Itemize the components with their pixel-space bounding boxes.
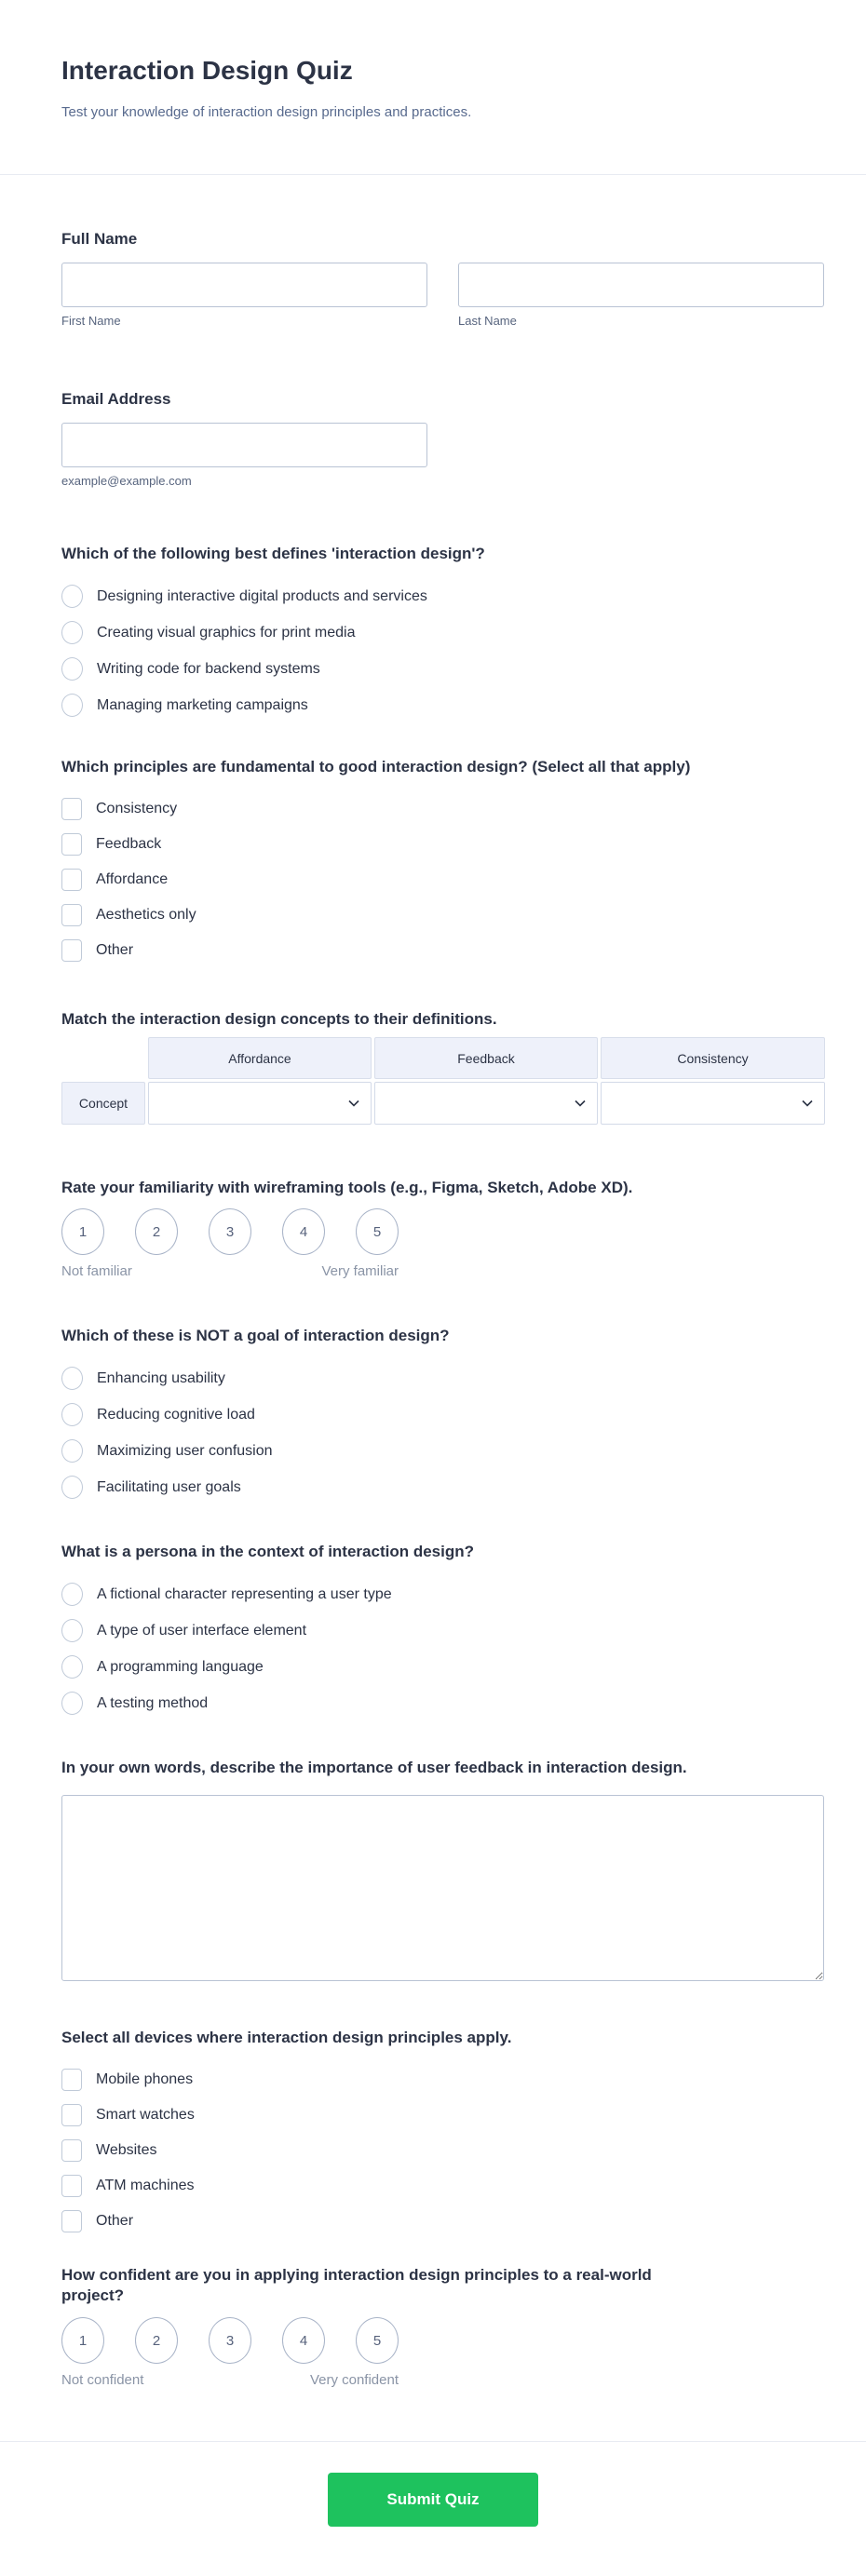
option-label: Maximizing user confusion [97, 1442, 273, 1459]
radio-icon [61, 1367, 83, 1390]
radio-option[interactable] [61, 585, 824, 608]
option-label: Affordance [96, 871, 169, 887]
checkbox-option[interactable] [61, 2104, 824, 2126]
option-label: A fictional character representing a user type [97, 1585, 392, 1602]
radio-icon [61, 1655, 83, 1679]
radio-option[interactable] [61, 1692, 824, 1715]
option-label: Facilitating user goals [97, 1478, 241, 1495]
checkbox-icon [61, 833, 82, 856]
question-label: Full Name [61, 230, 138, 248]
radio-option[interactable] [61, 1619, 824, 1642]
last-name-sublabel: Last Name [458, 314, 517, 328]
checkbox-option[interactable] [61, 2139, 824, 2162]
option-label: Mobile phones [96, 2071, 194, 2087]
matrix-column-header: Feedback [374, 1037, 598, 1079]
option-label: Feedback [96, 836, 162, 852]
page-subtitle: Test your knowledge of interaction design principles and practices. [61, 104, 472, 120]
chevron-down-icon [575, 1095, 586, 1112]
option-label: Consistency [96, 801, 178, 816]
option-label: A programming language [97, 1658, 264, 1675]
feedback-textarea[interactable] [61, 1795, 824, 1981]
question-not-goal [61, 1326, 824, 1499]
matrix-select-consistency[interactable] [601, 1082, 825, 1125]
matrix-column-header: Consistency [601, 1037, 825, 1079]
radio-icon [61, 1439, 83, 1463]
radio-option[interactable] [61, 657, 824, 681]
question-persona [61, 1542, 824, 1715]
checkbox-option[interactable] [61, 798, 824, 820]
option-label: Smart watches [96, 2107, 195, 2123]
page-title: Interaction Design Quiz [61, 56, 353, 85]
matrix-row-label: Concept [61, 1082, 145, 1125]
matrix-column-header: Affordance [148, 1037, 372, 1079]
scale-option-5[interactable]: 5 [356, 2317, 399, 2364]
form-header [0, 0, 866, 175]
scale-option-3[interactable]: 3 [209, 1208, 251, 1255]
question-label: How confident are you in applying interaction design principles to a real-world project? [61, 2266, 652, 2304]
question-full-name [61, 229, 824, 329]
option-label: Creating visual graphics for print media [97, 624, 356, 641]
scale-option-1[interactable]: 1 [61, 2317, 104, 2364]
question-label: Which of these is NOT a goal of interaction design? [61, 1327, 450, 1344]
option-label: Other [96, 2213, 134, 2229]
matrix-table [61, 1037, 824, 1125]
option-label: Aesthetics only [96, 907, 196, 923]
option-label: Enhancing usability [97, 1369, 225, 1386]
radio-option[interactable] [61, 1583, 824, 1606]
option-label: A testing method [97, 1694, 209, 1711]
option-label: Designing interactive digital products and services [97, 587, 427, 604]
option-label: ATM machines [96, 2178, 195, 2193]
matrix-select-feedback[interactable] [374, 1082, 598, 1125]
radio-option[interactable] [61, 1439, 824, 1463]
radio-option[interactable] [61, 1476, 824, 1499]
question-label: Email Address [61, 390, 171, 408]
question-match-concepts [61, 1009, 824, 1125]
radio-icon [61, 657, 83, 681]
chevron-down-icon [802, 1095, 813, 1112]
radio-icon [61, 1692, 83, 1715]
radio-icon [61, 694, 83, 717]
scale-option-3[interactable]: 3 [209, 2317, 251, 2364]
checkbox-option[interactable] [61, 904, 824, 926]
checkbox-icon [61, 2175, 82, 2197]
question-feedback-importance [61, 1758, 824, 1986]
question-wireframing-scale [61, 1178, 824, 1280]
checkbox-option[interactable] [61, 869, 824, 891]
question-label: What is a persona in the context of interaction design? [61, 1543, 474, 1560]
question-label: Match the interaction design concepts to their definitions. [61, 1010, 497, 1028]
question-label: Which principles are fundamental to good interaction design? (Select all that apply) [61, 758, 691, 775]
email-hint: example@example.com [61, 474, 192, 488]
radio-icon [61, 1403, 83, 1426]
first-name-sublabel: First Name [61, 314, 121, 328]
scale-left-label: Not familiar [61, 1263, 132, 1279]
radio-option[interactable] [61, 1655, 824, 1679]
scale-option-2[interactable]: 2 [135, 1208, 178, 1255]
option-label: Managing marketing campaigns [97, 696, 308, 713]
scale-right-label: Very confident [309, 2372, 399, 2388]
chevron-down-icon [348, 1095, 359, 1112]
last-name-input[interactable] [458, 263, 824, 307]
matrix-corner [61, 1037, 145, 1079]
question-label: Select all devices where interaction design principles apply. [61, 2029, 512, 2046]
first-name-input[interactable] [61, 263, 427, 307]
matrix-select-affordance[interactable] [148, 1082, 372, 1125]
radio-icon [61, 621, 83, 644]
checkbox-icon [61, 2139, 82, 2162]
radio-option[interactable] [61, 1367, 824, 1390]
question-define-interaction-design [61, 544, 824, 717]
checkbox-icon [61, 904, 82, 926]
scale-option-2[interactable]: 2 [135, 2317, 178, 2364]
form-footer [0, 2441, 866, 2574]
email-input[interactable] [61, 423, 427, 467]
scale-option-1[interactable]: 1 [61, 1208, 104, 1255]
checkbox-option[interactable] [61, 939, 824, 962]
scale-right-label: Very familiar [321, 1263, 399, 1279]
question-label: In your own words, describe the importance of user feedback in interaction design. [61, 1759, 687, 1776]
radio-icon [61, 585, 83, 608]
radio-option[interactable] [61, 694, 824, 717]
radio-icon [61, 1619, 83, 1642]
scale-option-5[interactable]: 5 [356, 1208, 399, 1255]
radio-option[interactable] [61, 621, 824, 644]
scale-option-4[interactable]: 4 [282, 1208, 325, 1255]
option-label: Reducing cognitive load [97, 1406, 255, 1423]
checkbox-icon [61, 2210, 82, 2232]
option-label: A type of user interface element [97, 1622, 307, 1639]
checkbox-icon [61, 2069, 82, 2091]
checkbox-icon [61, 798, 82, 820]
checkbox-icon [61, 939, 82, 962]
checkbox-option[interactable] [61, 2069, 824, 2091]
checkbox-icon [61, 869, 82, 891]
form-body [0, 175, 866, 2389]
scale-option-4[interactable]: 4 [282, 2317, 325, 2364]
radio-icon [61, 1476, 83, 1499]
submit-button[interactable]: Submit Quiz [328, 2473, 538, 2527]
option-label: Writing code for backend systems [97, 660, 320, 677]
question-devices [61, 2028, 824, 2232]
checkbox-icon [61, 2104, 82, 2126]
option-label: Other [96, 942, 134, 958]
question-label: Rate your familiarity with wireframing tools (e.g., Figma, Sketch, Adobe XD). [61, 1179, 633, 1196]
checkbox-option[interactable] [61, 833, 824, 856]
question-confidence-scale [61, 2265, 824, 2389]
option-label: Websites [96, 2142, 157, 2158]
question-email [61, 389, 824, 489]
question-principles [61, 757, 824, 962]
checkbox-option[interactable] [61, 2210, 824, 2232]
radio-icon [61, 1583, 83, 1606]
question-label: Which of the following best defines 'interaction design'? [61, 545, 485, 562]
radio-option[interactable] [61, 1403, 824, 1426]
checkbox-option[interactable] [61, 2175, 824, 2197]
scale-left-label: Not confident [61, 2372, 144, 2388]
